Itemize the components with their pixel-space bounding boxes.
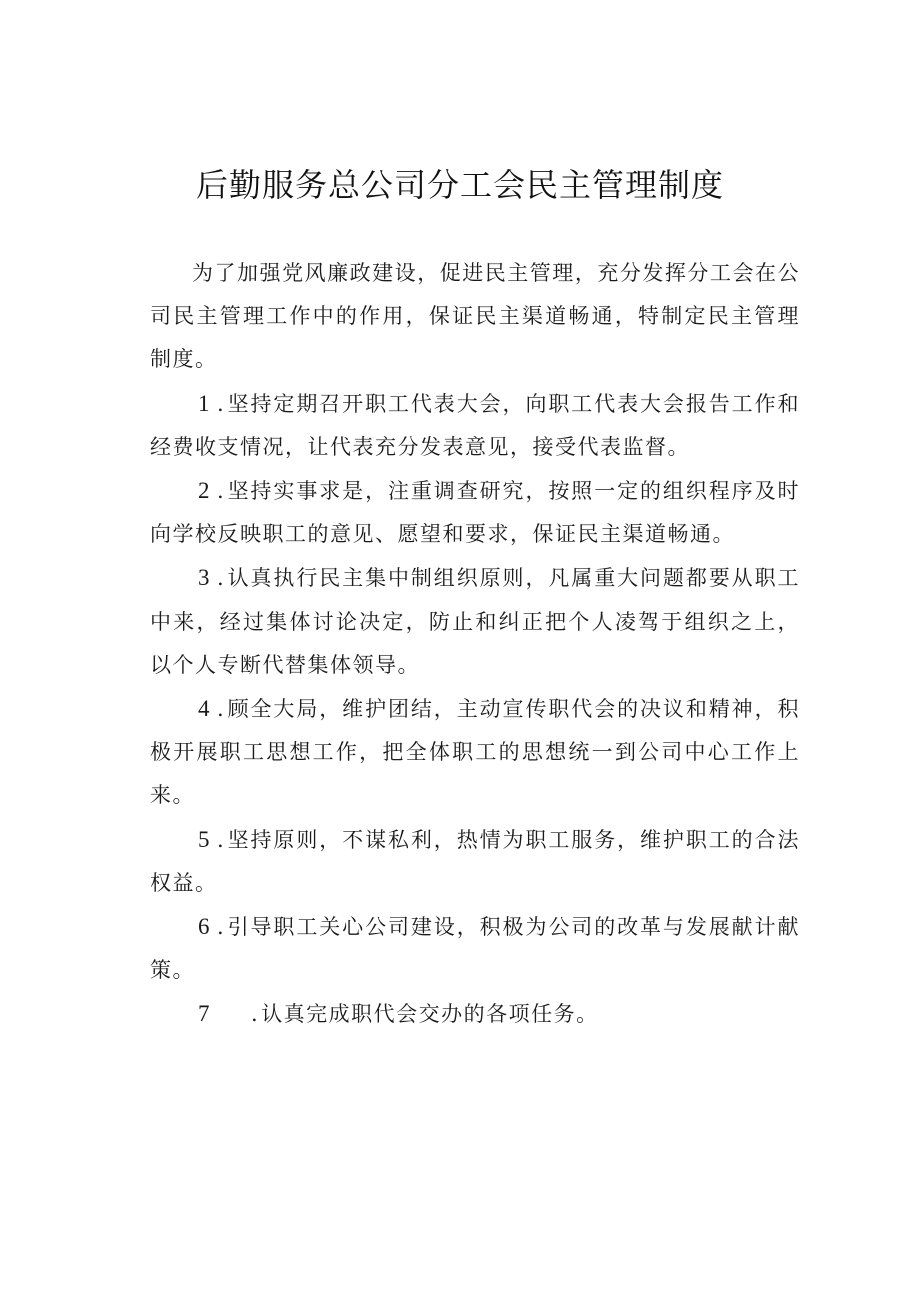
item-separator: . — [251, 1002, 260, 1027]
item-text: 引导职工关心公司建设，积极为公司的改革与发展献计献策。 — [150, 915, 800, 983]
item-number: 3 — [198, 565, 211, 591]
item-separator: . — [217, 697, 226, 722]
item-text: 坚持实事求是，注重调查研究，按照一定的组织程序及时向学校反映职工的意见、愿望和要求，保证民主渠道畅通。 — [150, 479, 800, 547]
item-separator: . — [217, 566, 226, 591]
item-text: 顾全大局，维护团结，主动宣传职代会的决议和精神，积极开展职工思想工作，把全体职工的思想统一到公司中心工作上来。 — [150, 697, 800, 808]
item-text: 认真完成职代会交办的各项任务。 — [261, 1002, 599, 1027]
item-separator: . — [217, 827, 226, 852]
item-text: 认真执行民主集中制组织原则，凡属重大问题都要从职工中来，经过集体讨论决定，防止和纠正把个人凌驾于组织之上，以个人专断代替集体领导。 — [150, 566, 800, 677]
item-number: 1 — [198, 390, 211, 416]
list-item — [150, 905, 800, 992]
intro-paragraph: 为了加强党风廉政建设，促进民主管理，充分发挥分工会在公司民主管理工作中的作用，保证民主渠道畅通，特制定民主管理制度。 — [150, 261, 800, 372]
item-number: 2 — [198, 478, 211, 504]
item-text: 坚持原则，不谋私利，热情为职工服务，维护职工的合法权益。 — [150, 827, 800, 895]
document-body — [150, 252, 800, 1037]
list-item — [150, 818, 800, 905]
item-number: 7 — [198, 1001, 211, 1027]
list-item — [150, 382, 800, 469]
list-item — [150, 469, 800, 556]
item-number: 5 — [198, 826, 211, 852]
list-item — [150, 992, 800, 1036]
list-item — [150, 687, 800, 818]
item-separator: . — [217, 391, 226, 416]
item-number: 4 — [198, 696, 211, 722]
item-separator: . — [217, 479, 226, 504]
item-number: 6 — [198, 914, 211, 940]
list-item — [150, 556, 800, 687]
item-separator: . — [217, 915, 226, 940]
page-title: 后勤服务总公司分工会民主管理制度 — [195, 166, 724, 204]
item-text: 坚持定期召开职工代表大会，向职工代表大会报告工作和经费收支情况，让代表充分发表意见，接受代表监督。 — [150, 391, 800, 459]
